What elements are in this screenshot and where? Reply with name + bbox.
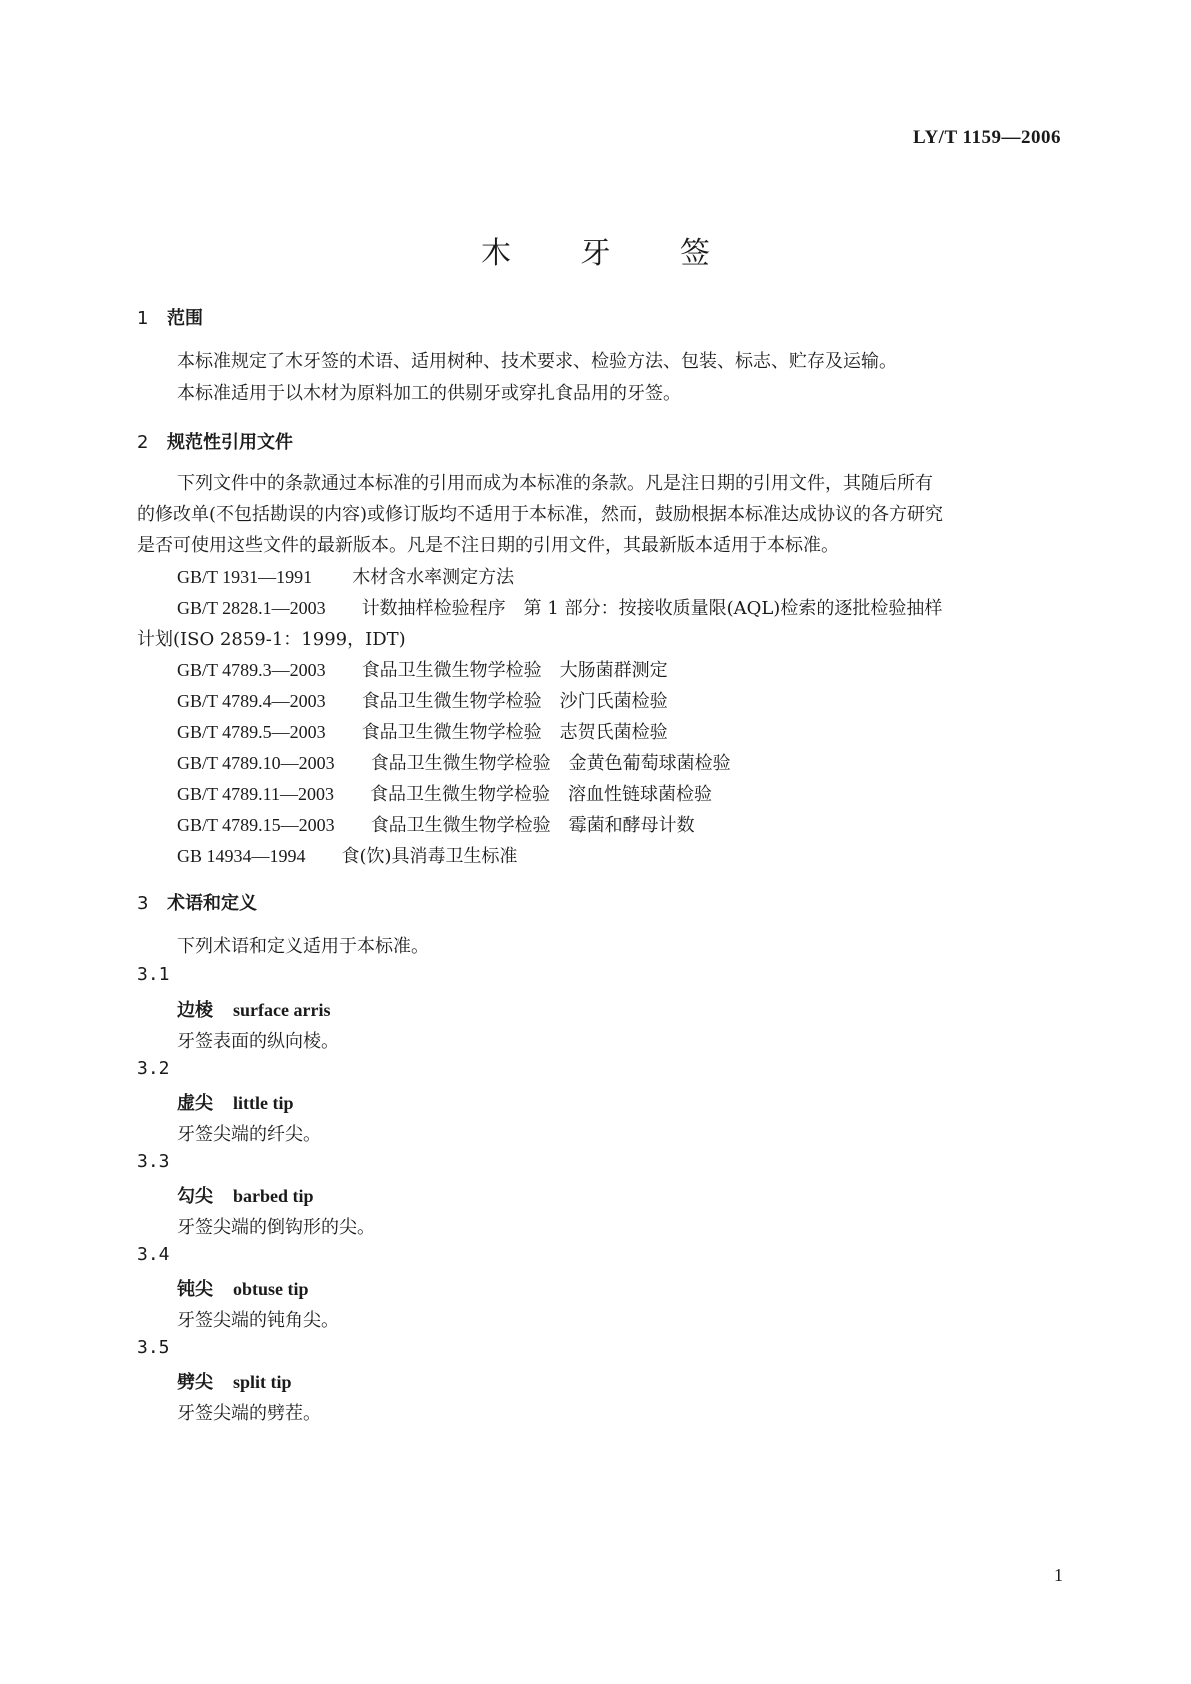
- term-number: 3.1: [137, 964, 170, 985]
- reference-code: GB/T 1931—1991: [177, 567, 313, 587]
- term-en: little tip: [233, 1093, 294, 1113]
- section-title: 范围: [167, 308, 203, 329]
- reference-item: [177, 594, 942, 620]
- reference-title: 食品卫生微生物学检验 霉菌和酵母计数: [370, 815, 695, 836]
- page-number: 1: [1054, 1565, 1063, 1585]
- reference-title: 木材含水率测定方法: [352, 567, 515, 588]
- term-definition: 牙签尖端的钝角尖。: [177, 1310, 339, 1331]
- reference-title-continuation: 计划(ISO 2859-1：1999，IDT): [137, 629, 406, 650]
- reference-item: [177, 563, 514, 589]
- reference-item: [177, 718, 668, 744]
- reference-item: [177, 656, 668, 682]
- section-title: 规范性引用文件: [167, 432, 293, 453]
- reference-item: [177, 749, 731, 775]
- term-definition: 牙签尖端的纤尖。: [177, 1124, 321, 1145]
- term-zh: 虚尖: [177, 1093, 213, 1114]
- term-en: obtuse tip: [233, 1279, 309, 1299]
- reference-title: 食品卫生微生物学检验 溶血性链球菌检验: [370, 784, 713, 805]
- term-heading: [177, 1368, 292, 1394]
- section-number: 3: [137, 893, 149, 914]
- references-intro-line-2: 的修改单(不包括勘误的内容)或修订版均不适用于本标准，然而，鼓励根据本标准达成协议的各方研究: [137, 504, 944, 525]
- reference-title: 食品卫生微生物学检验 大肠菌群测定: [361, 660, 668, 681]
- reference-code: GB/T 4789.15—2003: [177, 815, 335, 835]
- reference-item: [177, 687, 668, 713]
- reference-title: 食品卫生微生物学检验 志贺氏菌检验: [361, 722, 668, 743]
- reference-title: 食(饮)具消毒卫生标准: [341, 846, 518, 867]
- reference-code: GB/T 4789.5—2003: [177, 722, 326, 742]
- term-heading: [177, 1182, 314, 1208]
- section-number: 1: [137, 308, 149, 329]
- term-number: 3.3: [137, 1151, 170, 1172]
- term-definition: 牙签尖端的倒钩形的尖。: [177, 1217, 375, 1238]
- term-en: split tip: [233, 1372, 292, 1392]
- reference-code: GB/T 2828.1—2003: [177, 598, 326, 618]
- section-heading-2: [137, 428, 293, 454]
- term-heading: [177, 996, 330, 1022]
- term-en: surface arris: [233, 1000, 331, 1020]
- section-heading-1: [137, 304, 203, 330]
- scope-paragraph-2: 本标准适用于以木材为原料加工的供剔牙或穿扎食品用的牙签。: [177, 383, 681, 404]
- term-number: 3.4: [137, 1244, 170, 1265]
- reference-title: 计数抽样检验程序 第 1 部分：按接收质量限(AQL)检索的逐批检验抽样: [361, 598, 943, 619]
- term-zh: 劈尖: [177, 1372, 213, 1393]
- reference-item: [177, 842, 518, 868]
- references-intro-line-3: 是否可使用这些文件的最新版本。凡是不注日期的引用文件，其最新版本适用于本标准。: [137, 535, 839, 556]
- term-heading: [177, 1275, 309, 1301]
- term-zh: 钝尖: [177, 1279, 213, 1300]
- terms-intro: 下列术语和定义适用于本标准。: [177, 936, 429, 957]
- reference-code: GB 14934—1994: [177, 846, 306, 866]
- section-number: 2: [137, 432, 149, 453]
- standard-code: LY/T 1159—2006: [913, 127, 1061, 148]
- term-number: 3.5: [137, 1337, 170, 1358]
- reference-item: [177, 780, 712, 806]
- term-heading: [177, 1089, 294, 1115]
- section-heading-3: [137, 889, 257, 915]
- section-title: 术语和定义: [167, 893, 257, 914]
- reference-code: GB/T 4789.3—2003: [177, 660, 326, 680]
- reference-code: GB/T 4789.10—2003: [177, 753, 335, 773]
- reference-code: GB/T 4789.4—2003: [177, 691, 326, 711]
- reference-title: 食品卫生微生物学检验 金黄色葡萄球菌检验: [370, 753, 731, 774]
- document-title: 木 牙 签: [480, 236, 741, 271]
- reference-title: 食品卫生微生物学检验 沙门氏菌检验: [361, 691, 668, 712]
- references-intro-line-1: 下列文件中的条款通过本标准的引用而成为本标准的条款。凡是注日期的引用文件，其随后所有: [177, 473, 933, 494]
- scope-paragraph-1: 本标准规定了木牙签的术语、适用树种、技术要求、检验方法、包装、标志、贮存及运输。: [177, 351, 897, 372]
- term-definition: 牙签尖端的劈茬。: [177, 1403, 321, 1424]
- reference-item: [177, 811, 695, 837]
- term-zh: 勾尖: [177, 1186, 213, 1207]
- term-definition: 牙签表面的纵向棱。: [177, 1031, 339, 1052]
- reference-code: GB/T 4789.11—2003: [177, 784, 335, 804]
- term-zh: 边棱: [177, 1000, 213, 1021]
- term-number: 3.2: [137, 1058, 170, 1079]
- term-en: barbed tip: [233, 1186, 314, 1206]
